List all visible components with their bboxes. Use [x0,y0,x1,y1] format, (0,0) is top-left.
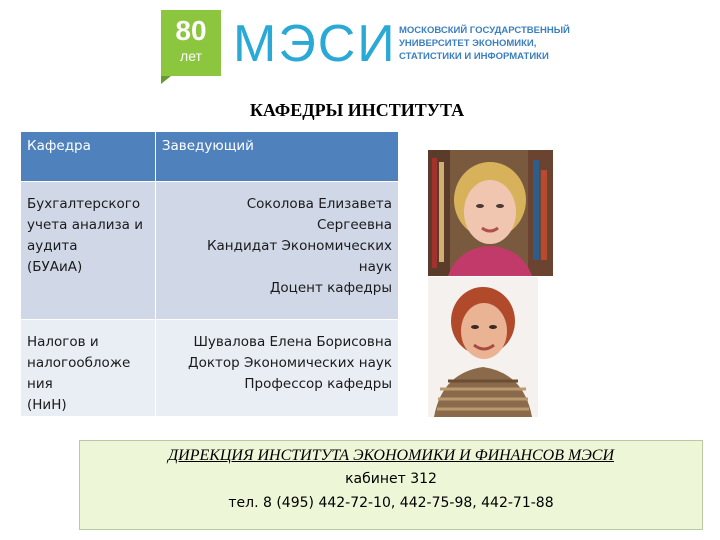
directorate-title: ДИРЕКЦИЯ ИНСТИТУТА ЭКОНОМИКИ И ФИНАНСОВ МЭСИ [167,447,615,464]
head-line: наук [358,259,392,275]
office-number: кабинет 312 [345,471,437,487]
head-line: Шувалова Елена Борисовна [193,334,392,350]
university-name-line: МОСКОВСКИЙ ГОСУДАРСТВЕННЫЙ [399,25,570,36]
head-line: Доцент кафедры [269,280,392,296]
brand-name: МЭСИ [233,15,397,73]
department-line: налогообложе [27,355,131,371]
column-header-department: Кафедра [21,132,156,182]
department-line: (БУАиА) [27,259,83,275]
department-line: аудита [27,238,78,254]
head-line: Профессор кафедры [244,376,392,392]
department-line: учета анализа и [27,217,143,233]
department-cell [21,320,156,417]
phone-numbers: тел. 8 (495) 442-72-10, 442-75-98, 442-71-88 [228,495,554,511]
department-line: Налогов и [27,334,99,350]
badge-text: лет [180,48,202,64]
head-line: Сергеевна [316,217,392,233]
department-line: ния [27,376,53,392]
head-line: Соколова Елизавета [246,196,392,212]
university-name [399,24,569,63]
directorate-contact-box [79,440,703,530]
head-cell [155,182,398,320]
department-line: Бухгалтерского [27,196,141,212]
table-header-row [21,132,399,182]
anniversary-badge [161,10,221,76]
head-line: Доктор Экономических наук [188,355,392,371]
university-name-line: УНИВЕРСИТЕТ ЭКОНОМИКИ, [399,38,537,49]
head-line: Кандидат Экономических [206,238,392,254]
department-cell [21,182,156,320]
university-name-line: СТАТИСТИКИ И ИНФОРМАТИКИ [399,51,549,62]
table-row [21,182,399,320]
departments-table [20,131,399,417]
head-cell [155,320,398,417]
portrait-shuvalova [428,277,538,417]
msei-logo [161,10,570,82]
portrait-shuvalova-image [428,277,538,417]
portrait-sokolova-image [428,150,553,276]
column-header-head: Заведующий [155,132,398,182]
department-line: (НиН) [27,397,67,413]
page-title: КАФЕДРЫ ИНСТИТУТА [249,100,465,120]
badge-number: 80 [175,15,207,46]
table-row [21,320,399,417]
portrait-sokolova [428,150,553,276]
badge-fold [161,76,171,84]
